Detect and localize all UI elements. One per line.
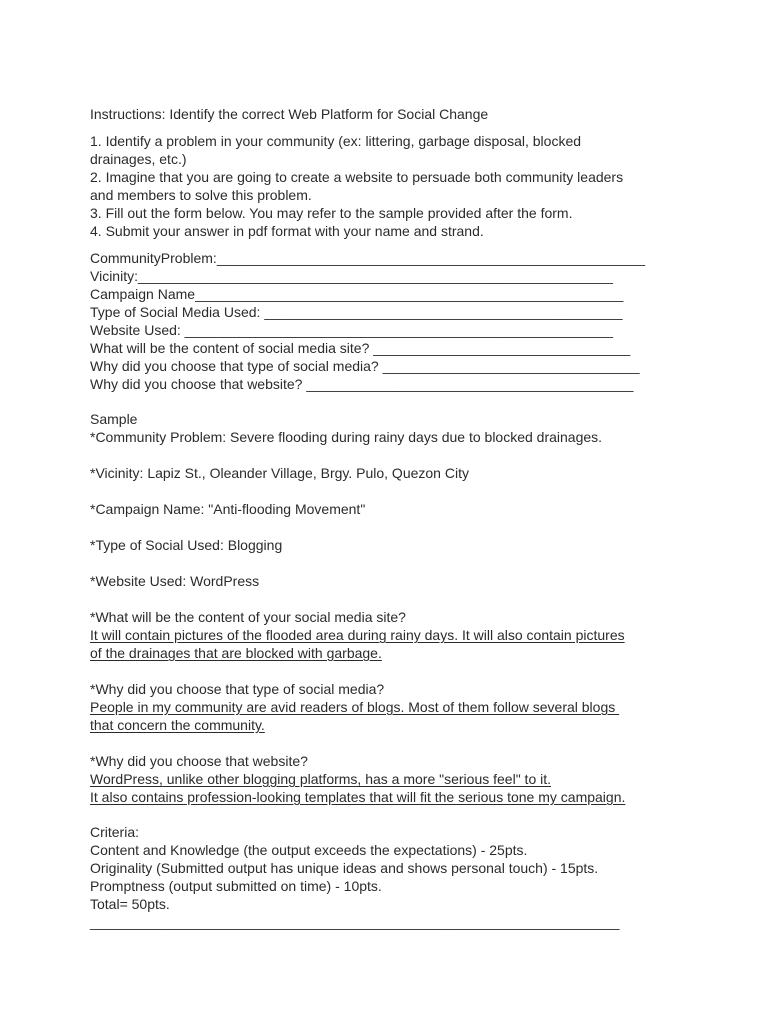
instruction-step: and members to solve this problem. — [90, 187, 312, 203]
field-label: Type of Social Media Used: — [90, 304, 265, 320]
criteria-heading: Criteria: — [90, 824, 140, 840]
field-label: Website Used: — [90, 322, 185, 338]
criteria-rule: ____________________________________________________________________ — [90, 914, 620, 930]
answer-text: People in my community are avid readers of blogs. Most of them follow several blogs — [90, 699, 620, 715]
form-field-campaign-name — [90, 285, 730, 303]
criteria-section — [90, 823, 730, 931]
instruction-step: 4. Submit your answer in pdf format with your name and strand. — [90, 223, 484, 239]
sample-community-problem: *Community Problem: Severe flooding during rainy days due to blocked drainages. — [90, 429, 603, 445]
form-field-site-content — [90, 339, 730, 357]
sample-campaign-name: *Campaign Name: "Anti-flooding Movement" — [90, 501, 366, 517]
field-blank[interactable]: _________________________________ — [373, 340, 631, 356]
field-blank[interactable]: _______________________________________________________ — [184, 322, 613, 338]
sample-answer-website-line — [90, 788, 730, 806]
field-blank[interactable]: _______________________________________________________ — [216, 250, 646, 266]
instruction-step: drainages, etc.) — [90, 151, 187, 167]
form-fields — [90, 249, 730, 393]
field-blank[interactable]: _________________________________ — [382, 358, 640, 374]
field-label: Why did you choose that website? — [90, 376, 307, 392]
answer-text: that concern the community. — [90, 717, 265, 733]
answer-text: It will contain pictures of the flooded area during rainy days. It will also contain pictures — [90, 627, 625, 643]
answer-text: WordPress, unlike other blogging platforms, has a more "serious feel" to it. — [90, 771, 552, 787]
sample-social-type: *Type of Social Used: Blogging — [90, 537, 283, 553]
sample-heading: Sample — [90, 411, 138, 427]
criteria-item: Content and Knowledge (the output exceeds the expectations) - 25pts. — [90, 842, 528, 858]
field-blank[interactable]: _____________________________________________________________ — [137, 268, 613, 284]
field-label: What will be the content of social media site? — [90, 340, 374, 356]
instruction-step: 1. Identify a problem in your community (ex: littering, garbage disposal, blocked — [90, 133, 582, 149]
sample-section — [90, 410, 730, 806]
criteria-total: Total= 50pts. — [90, 896, 170, 912]
field-blank[interactable]: _______________________________________________________ — [195, 286, 624, 302]
instructions-title: Instructions: Identify the correct Web Platform for Social Change — [90, 106, 489, 122]
field-label: CommunityProblem: — [90, 250, 217, 266]
form-field-why-social-media — [90, 357, 730, 375]
sample-question-type: *Why did you choose that type of social media? — [90, 681, 385, 697]
form-field-website-used — [90, 321, 730, 339]
sample-question-content: *What will be the content of your social media site? — [90, 609, 406, 625]
answer-text: of the drainages that are blocked with garbage. — [90, 645, 382, 661]
instructions-steps — [90, 132, 730, 240]
field-blank[interactable]: __________________________________________ — [306, 376, 634, 392]
criteria-item: Originality (Submitted output has unique ideas and shows personal touch) - 15pts. — [90, 860, 599, 876]
criteria-item: Promptness (output submitted on time) - 10pts. — [90, 878, 382, 894]
field-blank[interactable]: ______________________________________________ — [264, 304, 623, 320]
sample-answer-content-line — [90, 644, 730, 662]
answer-text: It also contains profession-looking templates that will fit the serious tone my campaign. — [90, 789, 626, 805]
sample-answer-type-line — [90, 716, 730, 734]
sample-answer-type-line — [90, 698, 730, 716]
field-label: Why did you choose that type of social media? — [90, 358, 383, 374]
sample-question-website: *Why did you choose that website? — [90, 753, 308, 769]
form-field-why-website — [90, 375, 730, 393]
field-label: Campaign Name — [90, 286, 196, 302]
sample-website-used: *Website Used: WordPress — [90, 573, 260, 589]
field-label: Vicinity: — [90, 268, 138, 284]
form-field-community-problem — [90, 249, 730, 267]
sample-answer-content-line — [90, 626, 730, 644]
form-field-social-media-type — [90, 303, 730, 321]
form-field-vicinity — [90, 267, 730, 285]
sample-vicinity: *Vicinity: Lapiz St., Oleander Village, Brgy. Pulo, Quezon City — [90, 465, 469, 481]
sample-answer-website-line — [90, 770, 730, 788]
instruction-step: 3. Fill out the form below. You may refer to the sample provided after the form. — [90, 205, 573, 221]
document-page — [90, 105, 730, 931]
instruction-step: 2. Imagine that you are going to create a website to persuade both community leaders — [90, 169, 624, 185]
